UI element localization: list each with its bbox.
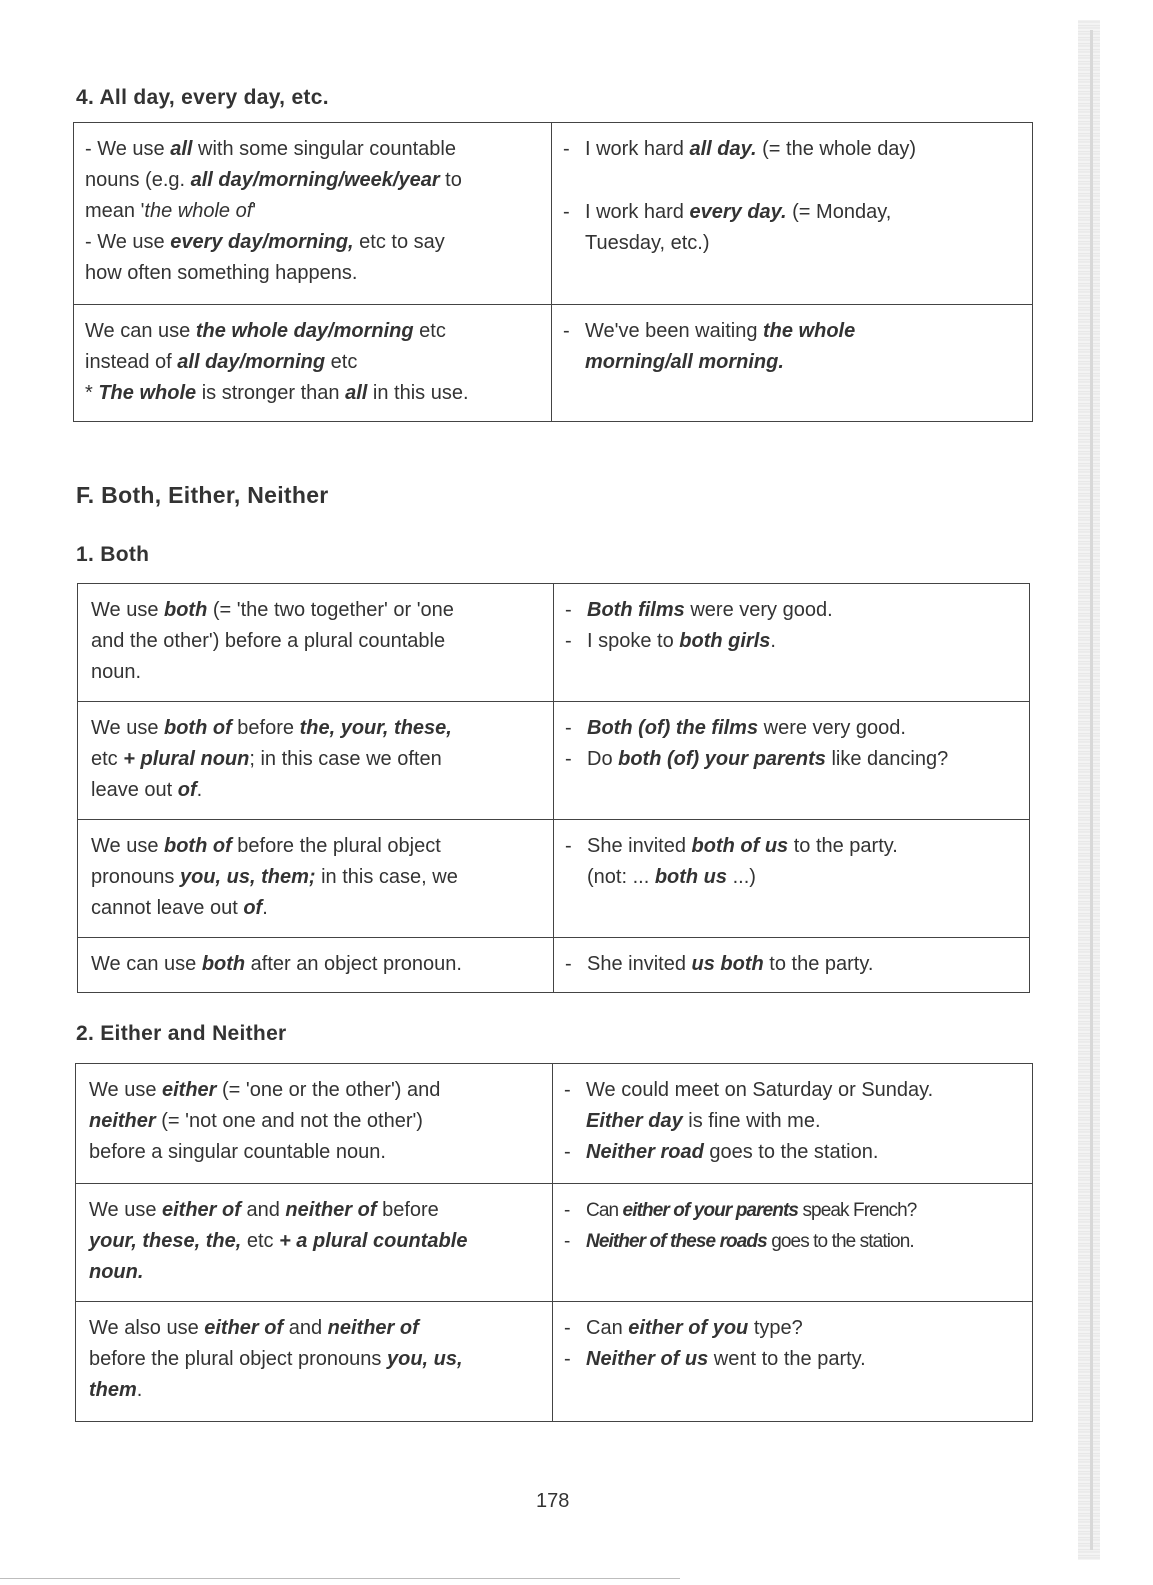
heading-all-day-every-day: 4. All day, every day, etc. [76,86,329,109]
table-row [78,820,1030,938]
example-line: -Neither of us went to the party. [564,1348,866,1370]
rule-cell [74,305,552,422]
table-row [76,1302,1033,1422]
rule-cell [78,820,554,938]
rule-line: before the plural object pronouns you, us, [89,1348,463,1370]
example-line: -I work hard all day. (= the whole day) [563,138,917,160]
example-line: morning/all morning. [585,351,784,373]
table-row [78,702,1030,820]
rule-line: We use either of and neither of before [89,1199,439,1221]
rule-line: We also use either of and neither of [89,1317,419,1339]
example-cell [554,584,1030,702]
table-row [78,938,1030,993]
rule-cell [76,1184,553,1302]
example-line: -We've been waiting the whole [563,320,856,342]
example-cell [553,1184,1033,1302]
rule-line: instead of all day/morning etc [85,351,358,373]
example-line: -I spoke to both girls. [565,630,776,652]
table-row [76,1184,1033,1302]
table-both [77,583,1030,993]
table-row [74,305,1033,422]
rule-line: We use both of before the, your, these, [91,717,452,739]
rule-line: We can use the whole day/morning etc [85,320,446,342]
example-line: -Neither of these roads goes to the station. [564,1231,914,1252]
scan-bottom-rule [0,1578,680,1579]
example-line: -I work hard every day. (= Monday, [563,201,892,223]
example-line: (not: ... both us ...) [587,866,756,888]
table-either-neither [75,1063,1033,1422]
example-cell [554,702,1030,820]
example-line: Tuesday, etc.) [585,232,710,254]
rule-line: before a singular countable noun. [89,1141,386,1163]
example-cell [554,938,1030,993]
rule-line: We use both (= 'the two together' or 'one [91,599,454,621]
rule-line: how often something happens. [85,262,358,284]
rule-cell [78,938,554,993]
example-cell [553,1064,1033,1184]
rule-line: We use both of before the plural object [91,835,441,857]
rule-cell [76,1064,553,1184]
example-line: -Both films were very good. [565,599,833,621]
rule-cell [76,1302,553,1422]
page-number: 178 [536,1490,570,1512]
rule-line: and the other') before a plural countable [91,630,446,652]
example-line: -Can either of your parents speak French? [564,1200,917,1221]
rule-cell [78,584,554,702]
example-cell [552,123,1033,305]
rule-line: mean 'the whole of' [85,200,257,222]
rule-line: pronouns you, us, them; in this case, we [91,866,458,888]
rule-line: etc + plural noun; in this case we often [91,748,442,770]
table-row [78,584,1030,702]
table-row [76,1064,1033,1184]
scan-shadow-edge [1078,20,1100,1560]
rule-line: neither (= 'not one and not the other') [89,1110,423,1132]
example-line: -We could meet on Saturday or Sunday. [564,1079,934,1101]
rule-line: We use either (= 'one or the other') and [89,1079,441,1101]
example-line: -She invited us both to the party. [565,953,874,975]
heading-either-neither: 2. Either and Neither [76,1022,287,1045]
example-line: -Both (of) the films were very good. [565,717,906,739]
example-cell [552,305,1033,422]
rule-line: We can use both after an object pronoun. [91,953,462,975]
scan-binding-line [1090,30,1093,1550]
table-all-day [73,122,1033,422]
rule-line: them. [89,1379,143,1401]
example-line: Either day is fine with me. [586,1110,821,1132]
rule-line: - We use all with some singular countable [85,138,456,160]
rule-cell [78,702,554,820]
rule-line: leave out of. [91,779,203,801]
example-line: -She invited both of us to the party. [565,835,898,857]
example-line: -Can either of you type? [564,1317,803,1339]
heading-both-either-neither: F. Both, Either, Neither [76,482,329,508]
rule-line: * The whole is stronger than all in this use. [85,382,469,404]
rule-line: nouns (e.g. all day/morning/week/year to [85,169,462,191]
example-cell [553,1302,1033,1422]
rule-line: cannot leave out of. [91,897,268,919]
example-line: -Do both (of) your parents like dancing? [565,748,949,770]
rule-line: - We use every day/morning, etc to say [85,231,445,253]
example-cell [554,820,1030,938]
heading-both: 1. Both [76,543,150,566]
table-row [74,123,1033,305]
rule-line: noun. [91,661,142,683]
rule-line: noun. [89,1261,144,1283]
rule-cell [74,123,552,305]
rule-line: your, these, the, etc + a plural countable [89,1230,468,1252]
example-line: -Neither road goes to the station. [564,1141,879,1163]
